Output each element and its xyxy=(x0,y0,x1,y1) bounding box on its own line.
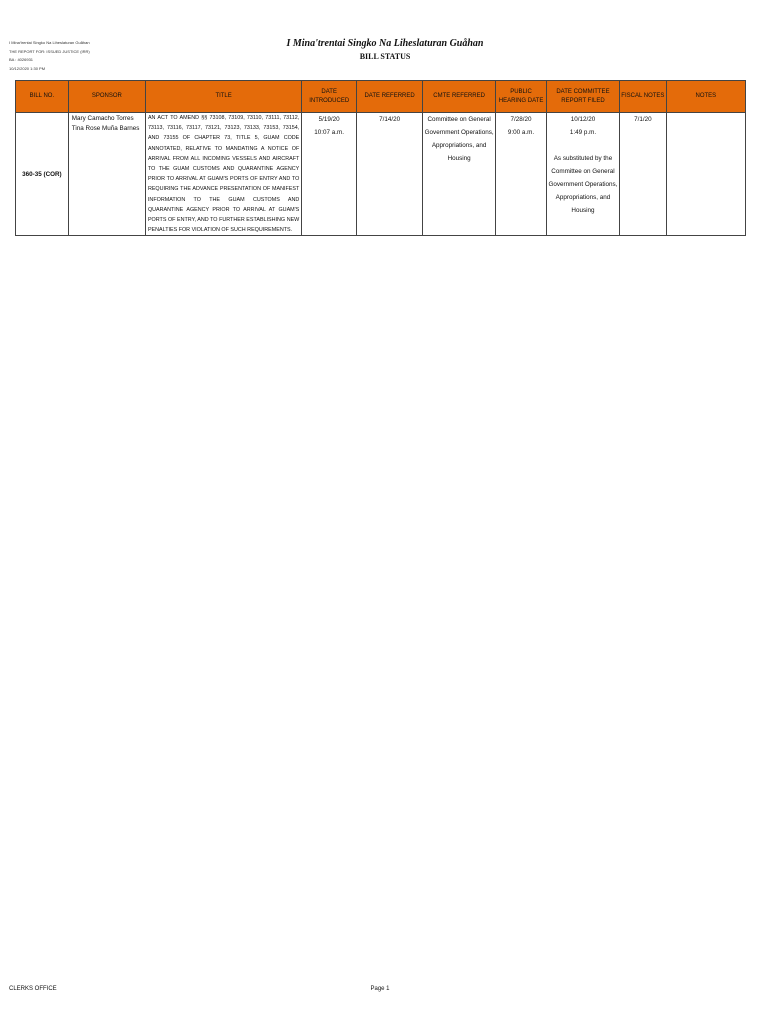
clerks-office-footer: CLERKS OFFICE xyxy=(9,986,57,992)
committee-line: Appropriations, and Housing xyxy=(431,142,487,162)
legislature-title: I Mina'trentai Singko Na Liheslaturan Guåhan xyxy=(286,38,484,49)
meta-line-1: I Mina'trentai Singko Na Liheslaturan Guåhan xyxy=(9,40,90,45)
report-time: 1:49 p.m. xyxy=(569,129,597,136)
col-header-sponsor: SPONSOR xyxy=(68,81,145,113)
col-header-bill-no: BILL NO. xyxy=(16,81,69,113)
table-header-row xyxy=(16,81,746,113)
meta-line-2: THE REPORT FOR: ISSUED JUSTICE (IRR) xyxy=(9,48,90,54)
meta-line-3: BA : 4026931 xyxy=(9,57,34,62)
time-introduced: 10:07 a.m. xyxy=(314,129,345,136)
sponsor-cell xyxy=(68,113,145,236)
substitution-note: As substituted by the xyxy=(553,155,613,162)
bill-number: 360-35 (COR) xyxy=(16,113,69,236)
sponsor-name: Mary Camacho Torres xyxy=(71,115,134,122)
col-header-committee-report: DATE COMMITTEE REPORT FILED xyxy=(546,81,619,113)
bill-title: AN ACT TO AMEND §§ 73108, 73109, 73110, 73111, 73112, 73113, 73116, 73117, 73121, 73123, 73133, 73153, 73154, AND 73155 OF CHAPTER 73, TITLE 5, GUAM CODE ANNOTATED, RELATIVE TO MANDATING A NOTICE OF ARRIVAL FROM ALL INCOMING VESSELS AND AIRCRAFT TO THE GUAM CUSTOMS AND QUARANTINE AGENCY PRIOR TO ARRIVAL AT GUAM'S PORTS OF ENTRY AND TO REQUIRING THE ADVANCE PRESENTATION OF MANIFEST INFORMATION TO THE GUAM CUSTOMS AND QUARANTINE AGENCY PRIOR TO ARRIVAL AT GUAM'S PORTS OF ENTRY, AND TO FURTHER ESTABLISHING NEW PENALTIES FOR VIOLATION OF SUCH REQUIREMENTS. xyxy=(145,113,301,236)
date-introduced: 5/19/20 xyxy=(318,116,340,123)
hearing-date: 7/28/20 xyxy=(510,116,532,123)
notes xyxy=(666,113,745,236)
substitution-note: Committee on General xyxy=(551,168,615,175)
report-date: 10/12/20 xyxy=(570,116,596,123)
committee-referred-cell xyxy=(423,113,496,236)
hearing-time: 9:00 a.m. xyxy=(507,129,535,136)
substitution-note: Government Operations, xyxy=(548,181,618,188)
col-header-date-introduced: DATE INTRODUCED xyxy=(302,81,357,113)
col-header-notes: NOTES xyxy=(666,81,745,113)
committee-line: Committee on General xyxy=(427,116,491,123)
col-header-public-hearing: PUBLIC HEARING DATE xyxy=(496,81,547,113)
sponsor-name: Tina Rose Muña Barnes xyxy=(71,125,140,132)
col-header-cmte-referred: CMTE REFERRED xyxy=(423,81,496,113)
col-header-title: TITLE xyxy=(145,81,301,113)
fiscal-notes: 7/1/20 xyxy=(620,113,667,236)
meta-line-4: 10/12/2020 1:30 PM xyxy=(9,65,46,71)
date-introduced-cell xyxy=(302,113,357,236)
committee-line: Government Operations, xyxy=(424,129,494,136)
substitution-note: Appropriations, and Housing xyxy=(555,194,611,214)
col-header-fiscal-notes: FISCAL NOTES xyxy=(620,81,667,113)
public-hearing-cell xyxy=(496,113,547,236)
date-referred: 7/14/20 xyxy=(357,113,423,236)
committee-report-cell xyxy=(546,113,619,236)
col-header-date-referred: DATE REFERRED xyxy=(357,81,423,113)
table-row xyxy=(16,113,746,236)
bill-status-table xyxy=(15,80,746,236)
page-number: Page 1 xyxy=(370,986,390,992)
bill-status-heading: BILL STATUS xyxy=(359,52,411,61)
